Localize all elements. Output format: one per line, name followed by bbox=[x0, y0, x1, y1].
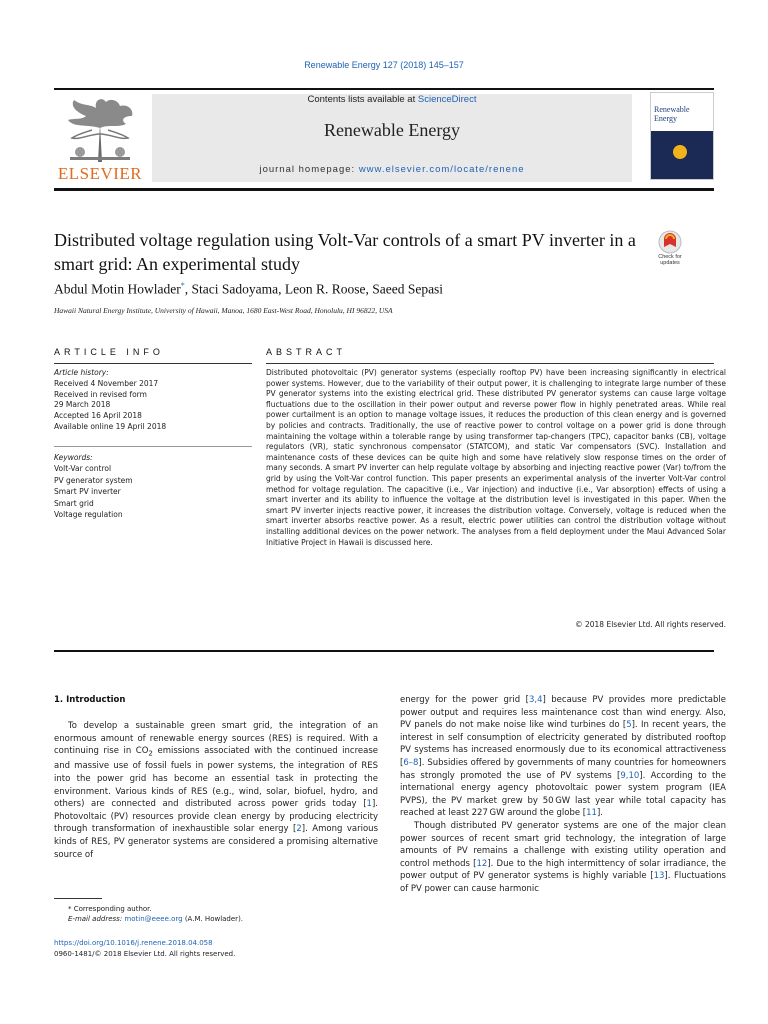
sciencedirect-link[interactable]: ScienceDirect bbox=[417, 94, 477, 105]
citation-link[interactable]: 2 bbox=[296, 824, 302, 835]
corresponding-author-mark[interactable]: * bbox=[180, 281, 185, 290]
author-list bbox=[54, 281, 654, 298]
keywords-label: Keywords: bbox=[54, 453, 93, 462]
check-for-updates-icon bbox=[658, 230, 682, 254]
authors-rest: , Staci Sadoyama, Leon R. Roose, Saeed Sepasi bbox=[184, 281, 444, 297]
intro-text: ]. Subsidies offered by governments of many countries for homeowners has strongly promoted the use of PV systems [ bbox=[400, 757, 726, 781]
history-item: Received in revised form bbox=[54, 389, 147, 399]
elsevier-logo bbox=[54, 92, 146, 184]
introduction-right-column bbox=[400, 694, 726, 896]
co2-subscript: 2 bbox=[148, 748, 153, 758]
check-for-updates-label: Check for updates bbox=[658, 254, 682, 266]
intro-text: ]. Due to the high intermittency of solar irradiance, the power output of PV generator systems is highly variable [ bbox=[400, 858, 727, 882]
abstract-divider bbox=[266, 363, 714, 364]
journal-masthead bbox=[152, 94, 632, 182]
homepage-link[interactable]: www.elsevier.com/locate/renene bbox=[358, 164, 525, 175]
keyword-item: Volt-Var control bbox=[54, 464, 112, 474]
citation-link[interactable]: 13 bbox=[653, 871, 665, 882]
citation-link[interactable]: 12 bbox=[476, 858, 488, 869]
author-first: Abdul Motin Howlader bbox=[54, 281, 181, 297]
intro-text: Though distributed PV generator systems are one of the major clean power sources of recent smart grid technology, the integration of large amounts of PV remains a challenge with existing utility operation and control methods [ bbox=[400, 820, 726, 869]
author-email-link[interactable]: motin@eeee.org bbox=[124, 915, 183, 923]
article-title: Distributed voltage regulation using Volt-Var controls of a smart PV inverter in a smart grid: An experimental study bbox=[54, 230, 636, 274]
issn-copyright: 0960-1481/© 2018 Elsevier Ltd. All rights reserved. bbox=[54, 949, 236, 958]
intro-text: ]. Among various kinds of RES, PV generator systems are considered a promising alternative source of bbox=[54, 824, 378, 860]
doi-link[interactable]: https://doi.org/10.1016/j.renene.2018.04.058 bbox=[54, 939, 213, 947]
citation-link[interactable]: 5 bbox=[626, 720, 632, 731]
keyword-item: PV generator system bbox=[54, 475, 133, 485]
homepage-line bbox=[152, 164, 632, 175]
article-info-divider bbox=[54, 363, 252, 364]
intro-text: emissions associated with the continued increase and massive use of fossil fuels in power systems, the integration of RES into the power grid has become an essential task in protecting the environment. Various kinds of RES (e.g., wind, solar, biofuel, hydro, and others) are connected and distributed across power grids today [ bbox=[54, 746, 378, 810]
cover-title: Renewable Energy bbox=[654, 105, 690, 123]
keyword-item: Smart PV inverter bbox=[54, 487, 121, 497]
footnote-corresponding: Corresponding author. bbox=[71, 905, 152, 913]
citation-link[interactable]: 3,4 bbox=[528, 695, 543, 705]
intro-text: ]. Fluctuations of PV power can cause harmonic bbox=[400, 871, 726, 894]
history-item: 29 March 2018 bbox=[54, 400, 111, 410]
contents-line bbox=[152, 94, 632, 105]
keyword-item: Voltage regulation bbox=[54, 510, 123, 520]
intro-text: ]. According to the international energy agency photovoltaic power system program (IEA PVPS), the PV market grew by 50 GW last year while total capacity has reached at least 227 GW around the globe [ bbox=[400, 770, 726, 819]
intro-paragraph bbox=[400, 694, 726, 820]
citation-link[interactable]: 6–8 bbox=[403, 757, 419, 768]
section-divider bbox=[54, 650, 714, 652]
history-item: Accepted 16 April 2018 bbox=[54, 411, 142, 421]
intro-text: ]. In recent years, the interest in self consumption of electricity generated by distributed rooftop PV systems has increased enormously due to its economical attractiveness [ bbox=[400, 720, 726, 768]
homepage-prefix: journal homepage: bbox=[259, 164, 359, 175]
intro-paragraph bbox=[400, 820, 726, 896]
intro-text: To develop a sustainable green smart grid, the integration of an enormous amount of renewable energy sources (RES) is required. With a continuing rise in CO bbox=[54, 721, 378, 757]
author-affiliation: Hawaii Natural Energy Institute, University of Hawaii, Manoa, 1680 East-West Road, Honolulu, HI 96822, USA bbox=[54, 306, 393, 315]
header-divider-top bbox=[54, 88, 714, 90]
article-history bbox=[54, 368, 252, 433]
journal-title: Renewable Energy bbox=[323, 120, 461, 140]
footnote-divider bbox=[54, 898, 102, 899]
citation-link[interactable]: 1 bbox=[366, 799, 372, 810]
email-label: E-mail address: bbox=[68, 915, 125, 923]
elsevier-wordmark: ELSEVIER bbox=[57, 164, 143, 183]
abstract-copyright: © 2018 Elsevier Ltd. All rights reserved. bbox=[575, 620, 726, 629]
abstract-body: Distributed photovoltaic (PV) generator systems (especially rooftop PV) have been increasing significantly in electrical power systems. However, due to the variability of their output power, it is challenging to integrate large number of these PV generator systems into the existing electrical grid. These distributed PV generator systems can cause large voltage fluctuations due to the oscillation in their power output and reverse power flow in highly penetrated areas. While real power curtailment is an option to manage voltage issues, it reduces the production of this clean energy and is governed by policies and contracts. Traditionally, the use of reactive power to control voltage on a power grid is done through maintaining the voltage within a tolerable range by using transformer tap-changers (TPC), capacitor banks (CB), voltage regulators (VR), static synchronous compensator (STATCOM), and static Var compensators (SVC). Installation and maintenance costs of these devices can be quite high and some have relatively slow response times on the order of many seconds. A smart PV inverter can help regulate voltage by absorbing and injecting reactive power (Var) to/from the grid by using the Volt-Var control function. This paper presents an experimental analysis of the inverter Volt-Var control method for voltage regulation. The capacitive (i.e., Var injection) and inductive (i.e., Var absorption) effects of using a smart inverter and its ability to influence the voltage at the distribution level is investigated in this paper. When the smart PV inverter injects reactive power, it increases the distribution voltage. Conversely, voltage is reduced when the smart inverter absorbs reactive power. As a result, electric power utilities can control the distribution voltage without installing additional devices on the power network. The analyses from a field deployment under the Maui Advanced Solar Initiative Project in Hawaii is discussed here. bbox=[266, 368, 726, 547]
introduction-left-column bbox=[54, 720, 378, 861]
corresponding-author-footnote bbox=[54, 904, 374, 924]
contents-prefix: Contents lists available at bbox=[307, 94, 418, 105]
footnote-line bbox=[54, 904, 374, 914]
keywords-divider bbox=[54, 446, 252, 447]
intro-text: energy for the power grid [ bbox=[400, 695, 529, 705]
citation-link[interactable]: 9,10 bbox=[620, 770, 640, 781]
footnote-mark: * bbox=[68, 905, 72, 913]
intro-text: ]. Photovoltaic (PV) resources provide clean energy by producing electricity through transformation of inexhaustible solar energy [ bbox=[54, 799, 378, 835]
history-item: Received 4 November 2017 bbox=[54, 378, 159, 388]
check-for-updates-badge[interactable] bbox=[650, 228, 690, 272]
intro-text: ]. bbox=[596, 808, 603, 819]
header-divider-bottom bbox=[54, 188, 714, 191]
elsevier-tree-icon bbox=[60, 94, 140, 164]
intro-text: ] because PV provides more predictable power output and requires less maintenance cost than wind energy. Also, PV panels do not make noise like wind turbines do [ bbox=[400, 695, 727, 731]
cover-sun-icon bbox=[673, 145, 687, 159]
history-item: Available online 19 April 2018 bbox=[54, 421, 167, 431]
abstract-heading: ABSTRACT bbox=[266, 347, 347, 357]
history-label: Article history: bbox=[54, 368, 109, 377]
doi-block bbox=[54, 938, 374, 959]
introduction-heading: 1. Introduction bbox=[54, 695, 126, 705]
email-suffix: (A.M. Howlader). bbox=[182, 915, 244, 923]
keyword-list bbox=[54, 452, 252, 520]
keyword-item: Smart grid bbox=[54, 498, 94, 508]
citation-link[interactable]: 11 bbox=[586, 808, 597, 819]
journal-reference[interactable]: Renewable Energy 127 (2018) 145–157 bbox=[304, 60, 464, 70]
journal-cover-thumbnail[interactable] bbox=[650, 92, 714, 180]
footnote-email-line bbox=[54, 914, 374, 924]
article-info-heading: ARTICLE INFO bbox=[54, 347, 164, 357]
